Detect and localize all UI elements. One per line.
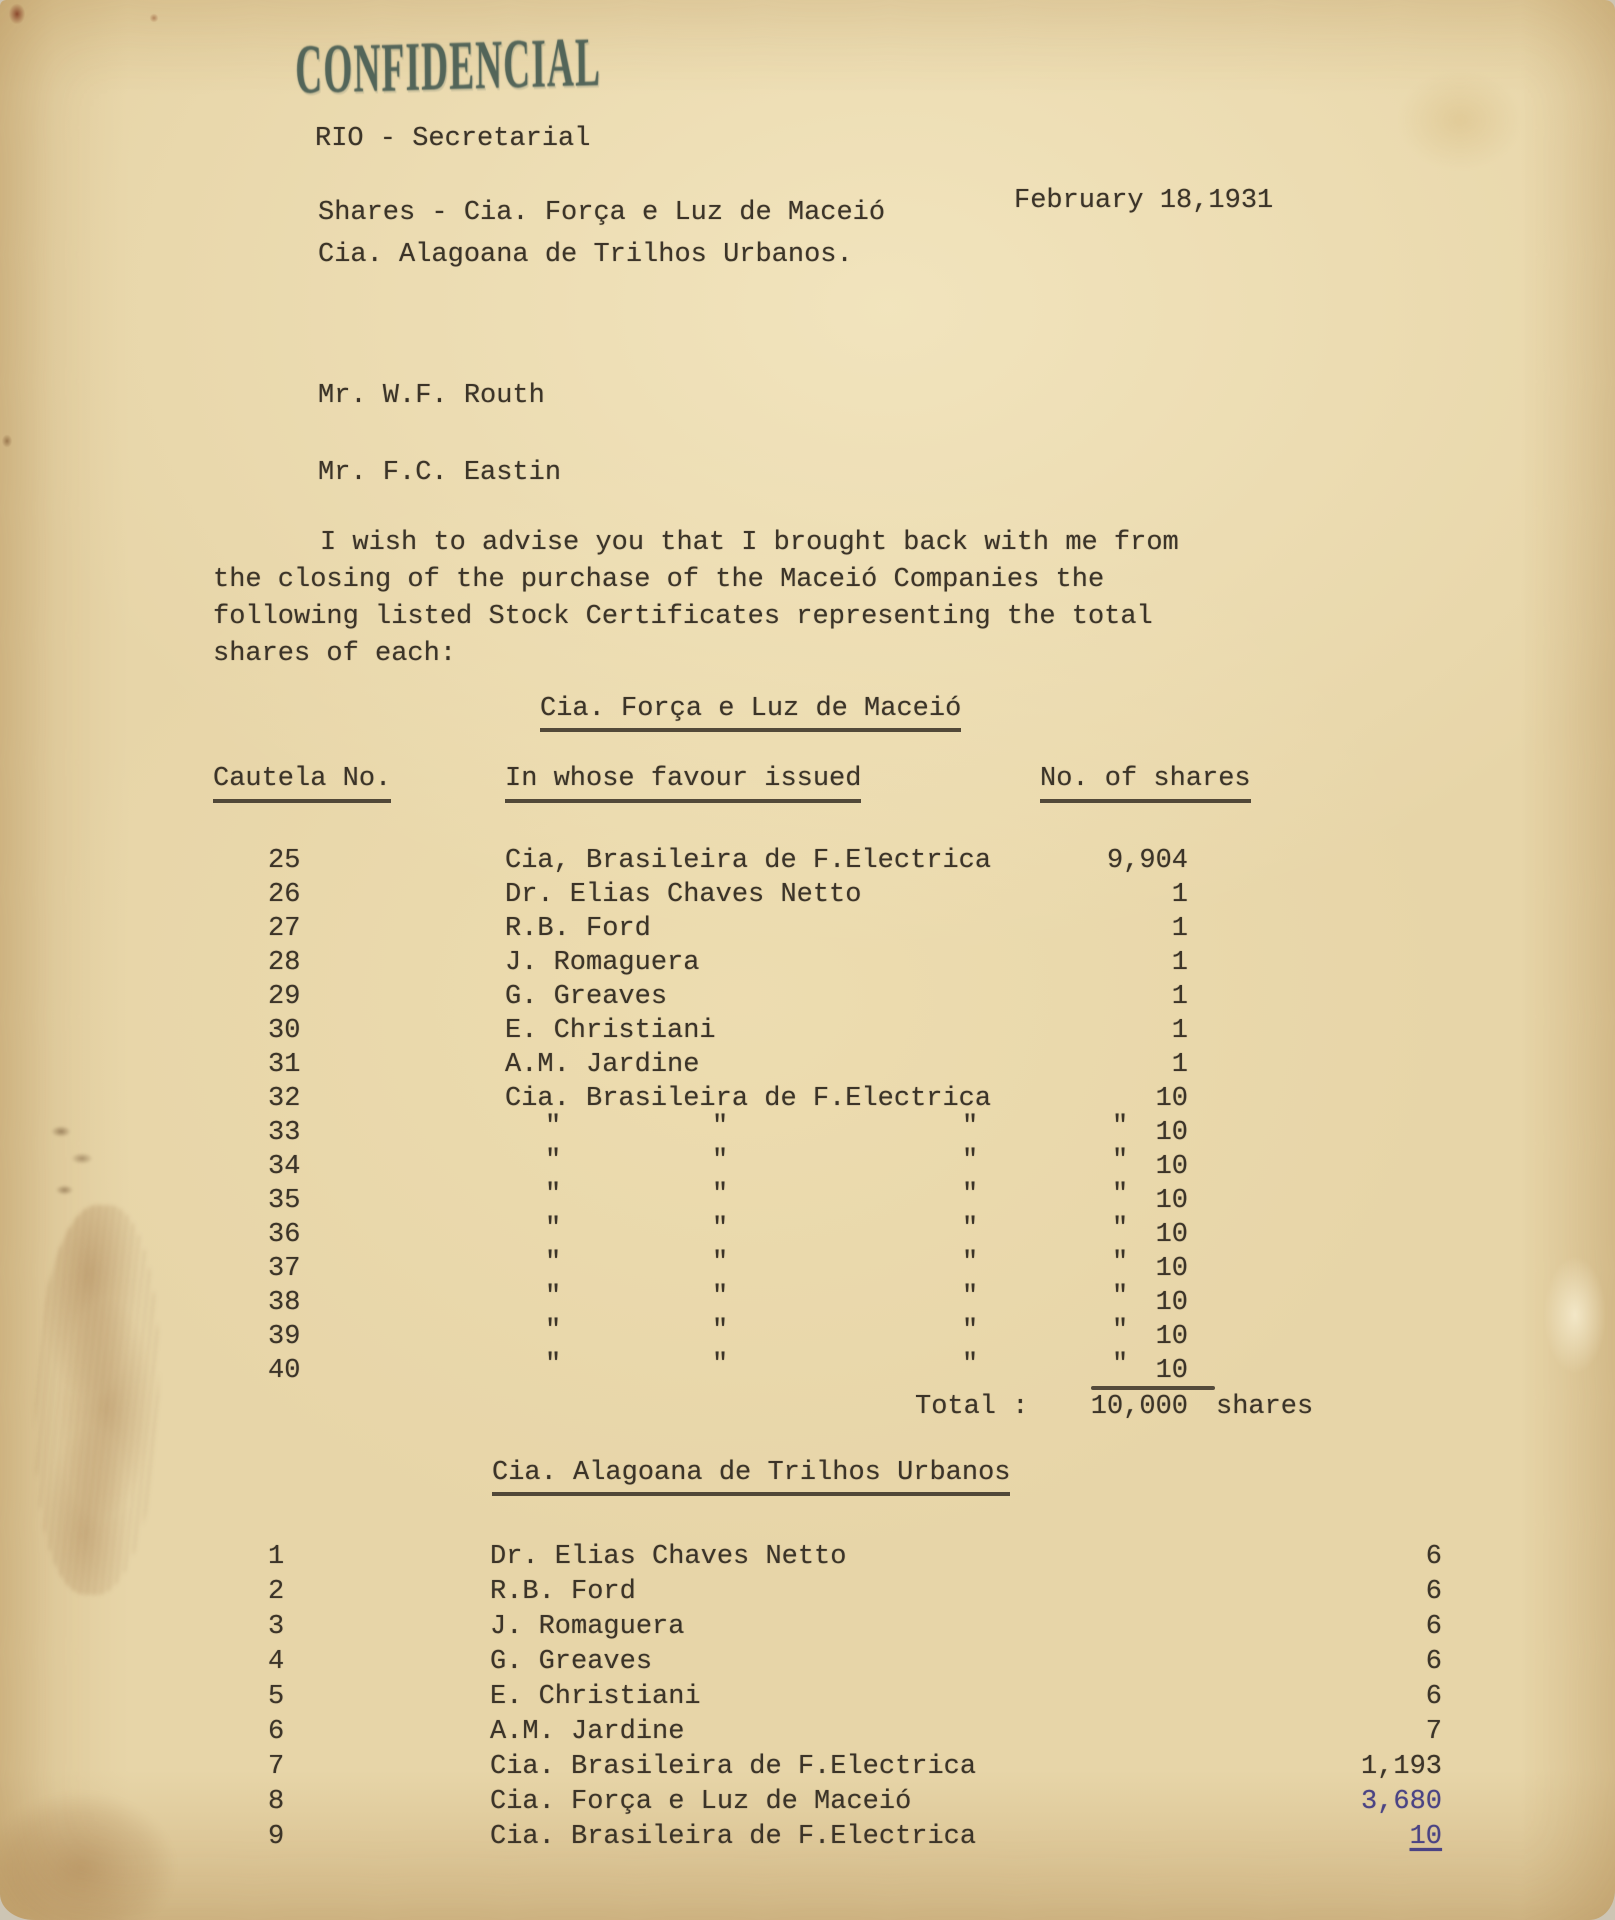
total-rule (1091, 1386, 1215, 1390)
ditto-mark: " (1112, 1214, 1129, 1244)
favour-cell: Cia. Força e Luz de Maceió (490, 1787, 912, 1817)
table-row (0, 1180, 1615, 1220)
cautela-no-cell: 2 (268, 1577, 285, 1607)
ditto-mark: " (962, 1214, 979, 1244)
shares-cell: 1 (1171, 1016, 1188, 1046)
ditto-mark: " (1112, 1180, 1129, 1210)
ditto-mark: " (1112, 1282, 1129, 1312)
favour-cell: R.B. Ford (490, 1577, 636, 1607)
cautela-no-cell: 28 (268, 948, 301, 978)
shares-cell: 1 (1171, 914, 1188, 944)
table2-title (492, 1458, 1010, 1488)
table-row (0, 1248, 1615, 1288)
table-row (0, 846, 1615, 880)
table-row (0, 1350, 1615, 1390)
ditto-mark: " (545, 1146, 562, 1176)
cautela-no-cell: 8 (268, 1787, 285, 1817)
favour-cell: A.M. Jardine (505, 1050, 700, 1080)
table-row (0, 1612, 1615, 1647)
cautela-no-cell: 25 (268, 846, 301, 876)
table-row (0, 1084, 1615, 1118)
shares-cell: 1 (1171, 1050, 1188, 1080)
ditto-mark: " (545, 1350, 562, 1380)
table-row (0, 1146, 1615, 1186)
table-row (0, 1282, 1615, 1322)
cautela-no-cell: 33 (268, 1118, 301, 1148)
ditto-mark: " (712, 1180, 729, 1210)
table-row (0, 1682, 1615, 1717)
favour-cell: J. Romaguera (505, 948, 700, 978)
cautela-no-cell: 29 (268, 982, 301, 1012)
column-header-shares: No. of shares (1040, 764, 1251, 794)
favour-cell: Cia, Brasileira de F.Electrica (505, 846, 992, 876)
cautela-no-cell: 36 (268, 1220, 301, 1250)
favour-cell: G. Greaves (505, 982, 668, 1012)
ditto-mark: " (962, 1282, 979, 1312)
table-row (0, 880, 1615, 914)
table-row (0, 1316, 1615, 1356)
cautela-no-cell: 26 (268, 880, 301, 910)
ditto-mark: " (1112, 1316, 1129, 1346)
ditto-mark: " (545, 1112, 562, 1142)
cautela-no-cell: 32 (268, 1084, 301, 1114)
ditto-mark: " (962, 1146, 979, 1176)
shares-cell: 6 (1425, 1682, 1442, 1712)
ditto-mark: " (1112, 1350, 1129, 1380)
table-row (0, 1752, 1615, 1787)
ditto-mark: " (962, 1316, 979, 1346)
table-row (0, 1016, 1615, 1050)
body-line: following listed Stock Certificates representing the total (213, 602, 1153, 632)
paper-stain (1380, 55, 1540, 185)
cautela-no-cell: 35 (268, 1186, 301, 1216)
favour-cell: Dr. Elias Chaves Netto (490, 1542, 847, 1572)
total-value: 10,000 (1090, 1392, 1188, 1422)
ditto-mark: " (712, 1112, 729, 1142)
subject-line-1: Shares - Cia. Força e Luz de Maceió (318, 198, 886, 228)
subject-line-2: Cia. Alagoana de Trilhos Urbanos. (318, 240, 853, 270)
favour-cell: Cia. Brasileira de F.Electrica (505, 1084, 992, 1114)
table-row (0, 982, 1615, 1016)
paper-speck (6, 0, 28, 28)
shares-cell: 10 (1155, 1220, 1188, 1250)
ditto-mark: " (712, 1248, 729, 1278)
ditto-mark: " (962, 1350, 979, 1380)
table-row (0, 1647, 1615, 1682)
shares-cell: 7 (1425, 1717, 1442, 1747)
ditto-mark: " (1112, 1146, 1129, 1176)
recipients-block (318, 381, 561, 535)
shares-cell: 10 (1155, 1084, 1188, 1114)
recipient-line: Mr. F.C. Eastin (318, 458, 562, 488)
cautela-no-cell: 4 (268, 1647, 285, 1677)
shares-cell: 10 (1155, 1322, 1188, 1352)
table-row (0, 948, 1615, 982)
column-header-cautela: Cautela No. (213, 764, 391, 794)
table-row (0, 1542, 1615, 1577)
favour-cell: Dr. Elias Chaves Netto (505, 880, 862, 910)
cautela-no-cell: 3 (268, 1612, 285, 1642)
shares-cell: 9,904 (1106, 846, 1188, 876)
shares-cell: 6 (1425, 1647, 1442, 1677)
ditto-mark: " (545, 1248, 562, 1278)
ditto-mark: " (712, 1282, 729, 1312)
table-row (0, 1787, 1615, 1822)
table1-title-text: Cia. Força e Luz de Maceió (540, 694, 961, 732)
favour-cell: Cia. Brasileira de F.Electrica (490, 1822, 977, 1852)
ditto-mark: " (545, 1282, 562, 1312)
table-row (0, 914, 1615, 948)
table1-title (540, 694, 961, 724)
table-row (0, 1112, 1615, 1152)
shares-cell: 10 (1155, 1186, 1188, 1216)
favour-cell: R.B. Ford (505, 914, 651, 944)
shares-cell: 6 (1425, 1542, 1442, 1572)
ditto-mark: " (712, 1316, 729, 1346)
shares-cell: 6 (1425, 1612, 1442, 1642)
favour-cell: E. Christiani (505, 1016, 716, 1046)
body-line: the closing of the purchase of the Maceió Companies the (213, 565, 1105, 595)
paper-speck (0, 432, 14, 450)
paper-speck (148, 12, 160, 24)
shares-cell: 10 (1155, 1118, 1188, 1148)
cautela-no-cell: 30 (268, 1016, 301, 1046)
office-line: RIO - Secretarial (315, 124, 591, 154)
favour-cell: Cia. Brasileira de F.Electrica (490, 1752, 977, 1782)
cautela-no-cell: 9 (268, 1822, 285, 1852)
ditto-mark: " (545, 1180, 562, 1210)
recipient-line: Mr. W.F. Routh (318, 381, 545, 411)
shares-cell: 1 (1171, 880, 1188, 910)
favour-cell: J. Romaguera (490, 1612, 685, 1642)
cautela-no-cell: 7 (268, 1752, 285, 1782)
confidencial-stamp: CONFIDENCIAL (294, 24, 602, 109)
ditto-mark: " (712, 1214, 729, 1244)
shares-cell: 10 (1409, 1822, 1442, 1852)
favour-cell: A.M. Jardine (490, 1717, 685, 1747)
total-label: Total : (915, 1392, 1029, 1422)
favour-cell: G. Greaves (490, 1647, 653, 1677)
ditto-mark: " (712, 1350, 729, 1380)
table1-rows (0, 846, 1615, 1390)
ditto-mark: " (712, 1146, 729, 1176)
shares-cell: 3,680 (1360, 1787, 1442, 1817)
ditto-mark: " (1112, 1112, 1129, 1142)
shares-cell: 1 (1171, 948, 1188, 978)
shares-cell: 6 (1425, 1577, 1442, 1607)
shares-cell: 10 (1155, 1152, 1188, 1182)
table-row (0, 1717, 1615, 1752)
cautela-no-cell: 40 (268, 1356, 301, 1386)
cautela-no-cell: 37 (268, 1254, 301, 1284)
favour-cell: E. Christiani (490, 1682, 701, 1712)
table-row (0, 1822, 1615, 1857)
body-paragraph (213, 528, 1179, 676)
table2-title-text: Cia. Alagoana de Trilhos Urbanos (492, 1458, 1010, 1496)
cautela-no-cell: 27 (268, 914, 301, 944)
ditto-mark: " (545, 1316, 562, 1346)
ditto-mark: " (962, 1248, 979, 1278)
cautela-no-cell: 6 (268, 1717, 285, 1747)
cautela-no-cell: 31 (268, 1050, 301, 1080)
table-row (0, 1214, 1615, 1254)
ditto-mark: " (545, 1214, 562, 1244)
cautela-no-cell: 1 (268, 1542, 285, 1572)
shares-cell: 1,193 (1360, 1752, 1442, 1782)
table-row (0, 1050, 1615, 1084)
ditto-mark: " (962, 1180, 979, 1210)
cautela-no-cell: 34 (268, 1152, 301, 1182)
cautela-no-cell: 5 (268, 1682, 285, 1712)
cautela-no-cell: 39 (268, 1322, 301, 1352)
table-row (0, 1577, 1615, 1612)
body-line: I wish to advise you that I brought back with me from (320, 528, 1179, 558)
total-unit: shares (1216, 1392, 1314, 1422)
shares-cell: 1 (1171, 982, 1188, 1012)
table2-rows (0, 1542, 1615, 1857)
shares-cell: 10 (1155, 1356, 1188, 1386)
ditto-mark: " (1112, 1248, 1129, 1278)
shares-cell: 10 (1155, 1254, 1188, 1284)
ditto-mark: " (962, 1112, 979, 1142)
date-line: February 18,1931 (1014, 186, 1274, 216)
cautela-no-cell: 38 (268, 1288, 301, 1318)
shares-cell: 10 (1155, 1288, 1188, 1318)
column-header-favour: In whose favour issued (505, 764, 861, 794)
body-line: shares of each: (213, 639, 457, 669)
